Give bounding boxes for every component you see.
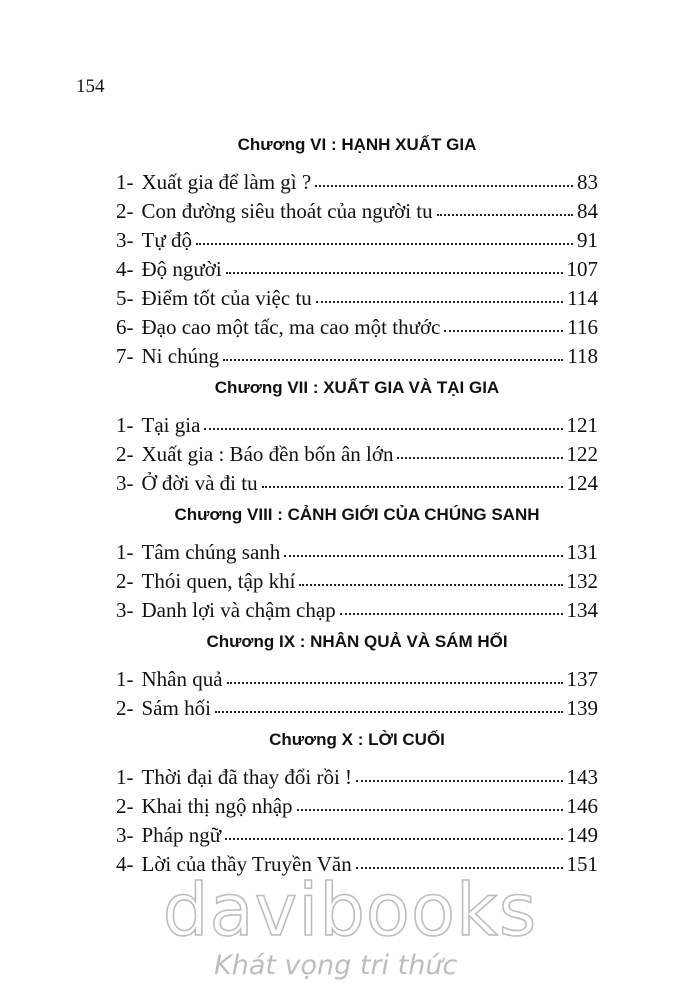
entry-number: 4- xyxy=(116,852,134,876)
entry-title: Tại gia xyxy=(141,413,201,437)
entry-page-number: 124 xyxy=(566,471,598,495)
entry-title: Điểm tốt của việc tu xyxy=(141,286,312,310)
entry-number: 1- xyxy=(116,667,134,691)
entry-page-number: 121 xyxy=(566,413,598,437)
entry-title: Thói quen, tập khí xyxy=(141,569,296,593)
chapter-heading: Chương IX : NHÂN QUẢ VÀ SÁM HỐI xyxy=(206,632,508,651)
entry-number: 7- xyxy=(116,344,134,368)
entry-title: Nhân quả xyxy=(141,667,223,691)
watermark-tagline: Khát vọng tri thức xyxy=(214,950,458,981)
entry-number: 3- xyxy=(116,823,134,847)
entry-title: Khai thị ngộ nhập xyxy=(141,794,293,818)
toc-entry[interactable] xyxy=(116,313,598,342)
dot-leader xyxy=(225,838,562,840)
toc-entry[interactable] xyxy=(116,342,598,371)
entry-title: Pháp ngữ xyxy=(141,823,222,847)
entry-number: 3- xyxy=(116,471,134,495)
entry-page-number: 118 xyxy=(567,344,598,368)
toc-entry[interactable] xyxy=(116,168,598,197)
entry-number: 4- xyxy=(116,257,134,281)
chapter-heading: Chương X : LỜI CUỐI xyxy=(269,730,445,749)
toc-entry[interactable] xyxy=(116,255,598,284)
toc-entry[interactable] xyxy=(116,440,598,469)
watermark-brand: davibooks xyxy=(162,868,538,952)
dot-leader xyxy=(356,867,563,869)
entry-page-number: 151 xyxy=(566,852,598,876)
dot-leader xyxy=(223,359,563,361)
entry-number: 2- xyxy=(116,794,134,818)
dot-leader xyxy=(356,780,562,782)
dot-leader xyxy=(316,301,563,303)
toc-entry[interactable] xyxy=(116,411,598,440)
toc-entry[interactable] xyxy=(116,665,598,694)
entry-title: Ở đời và đi tu xyxy=(141,471,258,495)
toc-entry[interactable] xyxy=(116,850,598,879)
entry-number: 1- xyxy=(116,413,134,437)
entry-page-number: 132 xyxy=(566,569,598,593)
dot-leader xyxy=(297,809,563,811)
entry-page-number: 143 xyxy=(566,765,598,789)
entry-number: 6- xyxy=(116,315,134,339)
entry-title: Tự độ xyxy=(141,228,192,252)
dot-leader xyxy=(299,584,562,586)
entry-page-number: 116 xyxy=(567,315,598,339)
page-number: 154 xyxy=(76,76,105,97)
table-of-contents xyxy=(116,128,598,879)
dot-leader xyxy=(315,185,573,187)
entry-page-number: 91 xyxy=(577,228,598,252)
entry-title: Xuất gia để làm gì ? xyxy=(141,170,312,194)
chapter-heading: Chương VIII : CẢNH GIỚI CỦA CHÚNG SANH xyxy=(174,505,540,524)
entry-number: 2- xyxy=(116,696,134,720)
toc-entry[interactable] xyxy=(116,469,598,498)
entry-title: Lời của thầy Truyền Văn xyxy=(141,852,352,876)
entry-title: Con đường siêu thoát của người tu xyxy=(141,199,433,223)
dot-leader xyxy=(340,613,563,615)
entry-page-number: 122 xyxy=(566,442,598,466)
toc-entry[interactable] xyxy=(116,284,598,313)
entry-page-number: 134 xyxy=(566,598,598,622)
entry-page-number: 84 xyxy=(577,199,598,223)
entry-number: 2- xyxy=(116,199,134,223)
entry-title: Thời đại đã thay đổi rồi ! xyxy=(141,765,353,789)
entry-number: 5- xyxy=(116,286,134,310)
entry-page-number: 107 xyxy=(566,257,598,281)
toc-entry[interactable] xyxy=(116,567,598,596)
toc-entry[interactable] xyxy=(116,763,598,792)
entry-page-number: 146 xyxy=(566,794,598,818)
chapter-heading: Chương VI : HẠNH XUẤT GIA xyxy=(237,135,477,154)
toc-entry[interactable] xyxy=(116,792,598,821)
dot-leader xyxy=(215,711,563,713)
entry-title: Tâm chúng sanh xyxy=(141,540,281,564)
entry-title: Xuất gia : Báo đền bốn ân lớn xyxy=(141,442,394,466)
dot-leader xyxy=(226,272,563,274)
chapter-heading: Chương VII : XUẤT GIA VÀ TẠI GIA xyxy=(214,378,500,397)
dot-leader xyxy=(262,486,563,488)
dot-leader xyxy=(227,682,563,684)
entry-number: 2- xyxy=(116,442,134,466)
entry-page-number: 149 xyxy=(566,823,598,847)
entry-page-number: 114 xyxy=(567,286,598,310)
entry-title: Ni chúng xyxy=(141,344,220,368)
entry-page-number: 131 xyxy=(566,540,598,564)
entry-number: 1- xyxy=(116,765,134,789)
dot-leader xyxy=(284,555,562,557)
entry-page-number: 137 xyxy=(566,667,598,691)
toc-entry[interactable] xyxy=(116,821,598,850)
entry-title: Sám hối xyxy=(141,696,211,720)
entry-title: Đạo cao một tấc, ma cao một thước xyxy=(141,315,441,339)
toc-entry[interactable] xyxy=(116,226,598,255)
dot-leader xyxy=(196,243,573,245)
dot-leader xyxy=(444,330,563,332)
entry-number: 1- xyxy=(116,540,134,564)
entry-title: Độ người xyxy=(141,257,222,281)
toc-entry[interactable] xyxy=(116,538,598,567)
entry-number: 3- xyxy=(116,598,134,622)
entry-number: 1- xyxy=(116,170,134,194)
entry-page-number: 83 xyxy=(577,170,598,194)
dot-leader xyxy=(204,428,562,430)
entry-title: Danh lợi và chậm chạp xyxy=(141,598,336,622)
entry-number: 3- xyxy=(116,228,134,252)
entry-number: 2- xyxy=(116,569,134,593)
toc-entry[interactable] xyxy=(116,694,598,723)
entry-page-number: 139 xyxy=(566,696,598,720)
dot-leader xyxy=(397,457,562,459)
dot-leader xyxy=(437,214,573,216)
toc-entry[interactable] xyxy=(116,197,598,226)
toc-entry[interactable] xyxy=(116,596,598,625)
